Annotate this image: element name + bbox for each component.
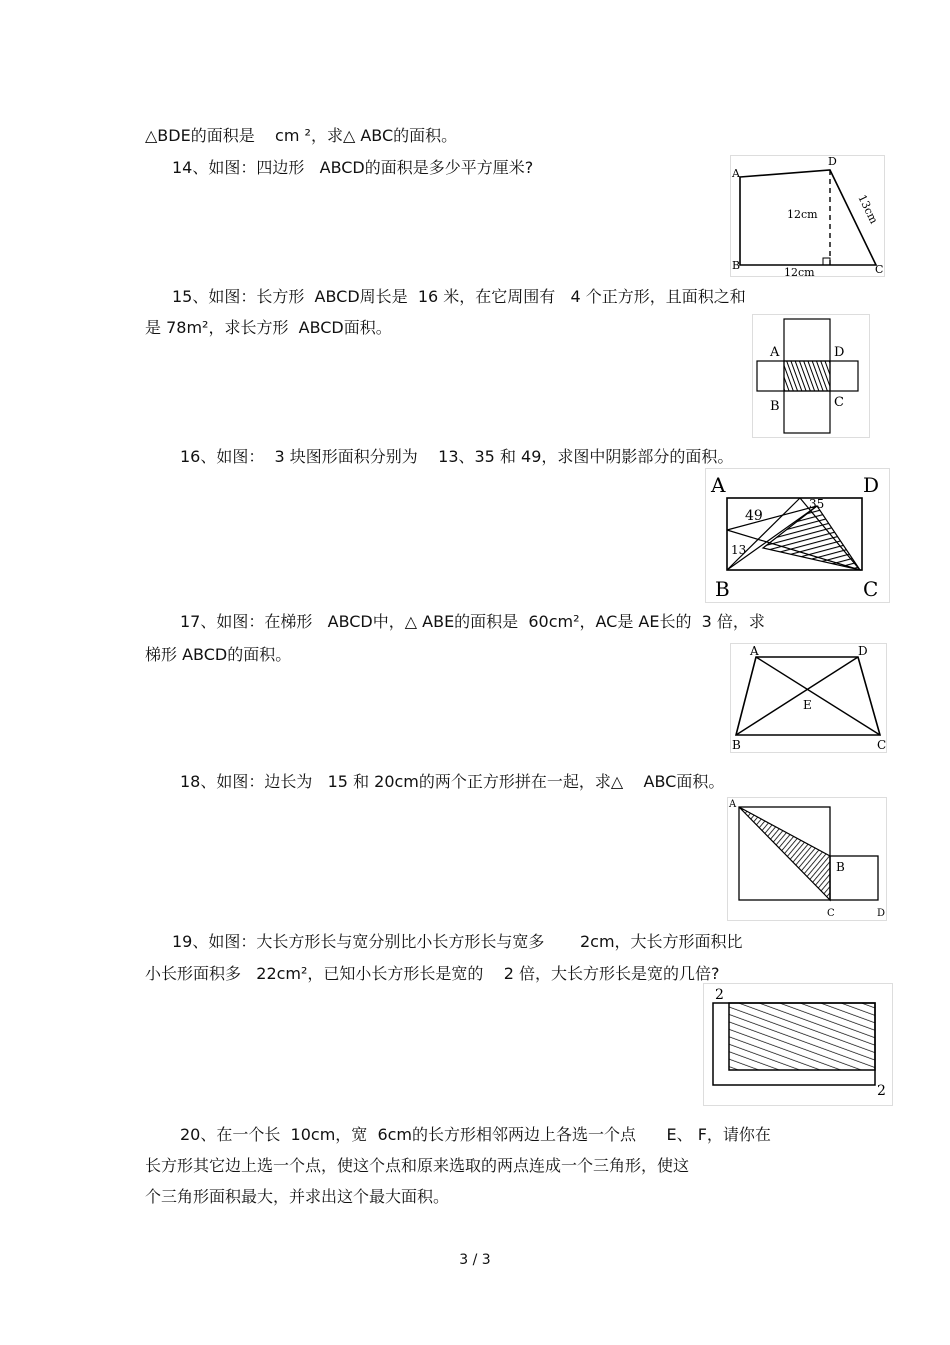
fig17-label-E: E: [803, 698, 812, 712]
question-19-line2: 小长形面积多 22cm²，已知小长方形长是宽的 2 倍，大长方形长是宽的几倍?: [145, 964, 720, 983]
page-number: 3 / 3: [459, 1252, 491, 1268]
figure-14-quadrilateral: [730, 155, 885, 277]
question-17-line2: 梯形 ABCD的面积。: [145, 645, 292, 664]
question-14: 14、如图：四边形 ABCD的面积是多少平方厘米?: [172, 158, 534, 177]
fig14-height-label: 12cm: [787, 208, 818, 221]
figure-16-rectangle: [705, 468, 890, 603]
fig14-label-D: D: [828, 155, 837, 168]
fig16-area-49: 49: [745, 508, 763, 524]
fig19-right-label: 2: [877, 1083, 886, 1099]
text-line-13-tail: △BDE的面积是 cm ²，求△ ABC的面积。: [145, 126, 458, 145]
fig16-label-C: C: [863, 577, 879, 601]
figure-19-nested-rectangles: [703, 983, 893, 1106]
question-20-line3: 个三角形面积最大，并求出这个最大面积。: [145, 1187, 450, 1206]
fig17-label-C: C: [877, 738, 887, 752]
fig16-area-13: 13: [731, 543, 747, 557]
fig14-base-label: 12cm: [784, 266, 815, 277]
fig18-label-D: D: [877, 908, 886, 919]
fig15-label-A: A: [770, 345, 780, 360]
question-17-line1: 17、如图：在梯形 ABCD中，△ ABE的面积是 60cm²，AC是 AE长的 3 倍，求: [180, 612, 765, 631]
fig16-label-A: A: [711, 473, 726, 497]
fig17-label-D: D: [858, 644, 868, 658]
fig14-label-A: A: [732, 167, 740, 180]
fig19-top-label: 2: [715, 987, 724, 1003]
fig18-label-A: A: [729, 799, 737, 810]
question-18: 18、如图：边长为 15 和 20cm的两个正方形拼在一起，求△ ABC面积。: [180, 772, 725, 791]
fig14-slant-label: 13cm: [855, 192, 881, 226]
fig18-label-C: C: [827, 908, 835, 919]
fig14-label-B: B: [732, 259, 741, 272]
fig17-label-B: B: [732, 738, 741, 752]
question-16: 16、如图： 3 块图形面积分别为 13、35 和 49，求图中阴影部分的面积。: [180, 447, 734, 466]
question-19-line1: 19、如图：大长方形长与宽分别比小长方形长与宽多 2cm，大长方形面积比: [172, 932, 743, 951]
fig15-label-B: B: [770, 399, 780, 414]
fig14-label-C: C: [875, 263, 884, 276]
figure-18-two-squares: [727, 797, 887, 921]
fig15-label-D: D: [834, 345, 845, 360]
question-20-line2: 长方形其它边上选一个点，使这个点和原来选取的两点连成一个三角形，使这: [145, 1156, 690, 1175]
figure-15-cross: [752, 314, 870, 438]
figure-17-trapezoid: [730, 643, 887, 753]
fig16-label-B: B: [715, 577, 730, 601]
question-15-line2: 是 78m²，求长方形 ABCD面积。: [145, 318, 392, 337]
question-20-line1: 20、在一个长 10cm，宽 6cm的长方形相邻两边上各选一个点 E、 F，请你在: [180, 1125, 771, 1144]
fig17-label-A: A: [750, 644, 759, 658]
fig18-label-B: B: [836, 860, 845, 874]
question-15-line1: 15、如图：长方形 ABCD周长是 16 米，在它周围有 4 个正方形，且面积之和: [172, 287, 746, 306]
fig16-label-D: D: [863, 473, 880, 497]
fig15-label-C: C: [834, 395, 844, 410]
fig16-area-35: 35: [809, 497, 825, 511]
